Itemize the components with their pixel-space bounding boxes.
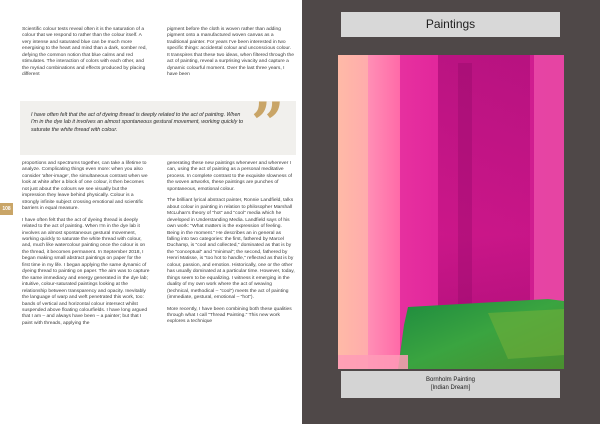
- pull-quote-text: I have often felt that the act of dyeing thread is deeply related to the act of painting. When I'm in the dye lab it involves an almost spontaneous gestural movement, working quickly to saturate the white thread with colour.: [31, 112, 244, 133]
- painting-pink-band-fade: [338, 55, 368, 369]
- paragraph: generating these new paintings whenever and wherever I can, using the act of painting as a personal meditative process. In complete contrast to the exquisite slowness of the woven artworks, these paintings are punches of spontaneous, emotional colour.: [167, 161, 293, 192]
- pull-quote: [20, 90, 296, 158]
- paragraph: proportions and spectrums together, can take a lifetime to analyze. Complicating things even more: when you also consider 'after-image', the simultaneous contrast when we look at white after a block of one colour, it then becomes not just about the colours we see visually but the impression they leave behind physically. Colour is a strongly infinite subject crossing emotional and scientific barriers in equal measure.: [22, 161, 148, 212]
- painting-vertical-stroke: [458, 63, 472, 343]
- quote-mark-icon: ”: [251, 90, 285, 158]
- painting-caption: [341, 371, 560, 398]
- paragraph: The brilliant lyrical abstract painter, Ronnie Landfield, talks about colour in painting in relation to philosopher Marshall McLuhan's theory of "hot" and "cool" media which he developed in Understanding Media. Landfield says of his own work: "What matters is the expression of feeling. Being in the moment." He describes an in general as falling into two categories: the first, fathered by Marcel Duchamp, is "cool and collected," dominated as that is by the "conceptual" and "minimal"; the second, fathered by Henri Matisse, is "too hot to handle," reflected as that is by colour, passion, and emotion. Historically, one or the other has usually dominated at a particular time. However, today, things seem to be equalizing. I witness it emerging in the duality of my own work where the act of weaving (technical, methodical – "cool") meets the act of painting (immediate, gestural, emotional – "hot").: [167, 198, 295, 301]
- paragraph: pigment before the cloth is woven rather than adding pigment onto a manufactured woven canvas as a traditional painter. For years I've been interested in two specific things: accidental colour and unconscious colour. It transpires that these two ideas, when filtered through the act of painting, reveal a surprising vivacity and capture a dynamic colourful moment. Over the last three years, I have been: [167, 27, 294, 78]
- right-page: [302, 0, 600, 424]
- column-1-top-text: [22, 27, 150, 79]
- column-2-bottom-text: [167, 161, 295, 326]
- painting-image: [338, 55, 564, 369]
- column-2-top-text: [167, 27, 295, 79]
- caption-subtitle: [Indian Dream]: [430, 384, 471, 391]
- page-number-tab: 108: [0, 203, 13, 215]
- section-title: Paintings: [341, 12, 560, 37]
- painting-bottom-pink-strip: [338, 355, 408, 369]
- column-1-bottom-text: [22, 161, 150, 327]
- paragraph: I have often felt that the act of dyeing thread is deeply related to the act of painting. When I'm in the dye lab it involves an almost spontaneous gestural movement, working quickly to saturate the white thread with colour, and, much like watercolour painting once the colour is on the thread, it becomes permanent. In September 2018, I began making small abstract paintings on paper for the first time in my life. I began applying the same dynamic of dyeing thread to painting on paper. The aim was to capture the same immediacy and energy generated in the dye lab; intuitive, colour-saturated paintings looking at the relationship between transparency and opacity. Inevitably the language of warp and weft penetrated this work, too: bands of vertical and horizontal colour intersect whilst suspended above floating colourfields. I have long argued that I am – and always have been – a painter; but that I paint with threads, applying the: [22, 217, 150, 326]
- paragraph: More recently, I have been combining both these qualities through what I call "Thread Painting." This new work explores a technique: [167, 306, 292, 325]
- caption-title: Bornholm Painting: [425, 377, 476, 383]
- paragraph: Scientific colour tests reveal often it is the saturation of a colour that we respond to rather than the colour itself. A very intense and saturated blue can be much more energising to the heart and mind than a dark, somber red, defying the common notion that blue calms and red stimulates. The interaction of colors with each other, and the myriad combinations and effects produced by placing different: [22, 27, 147, 78]
